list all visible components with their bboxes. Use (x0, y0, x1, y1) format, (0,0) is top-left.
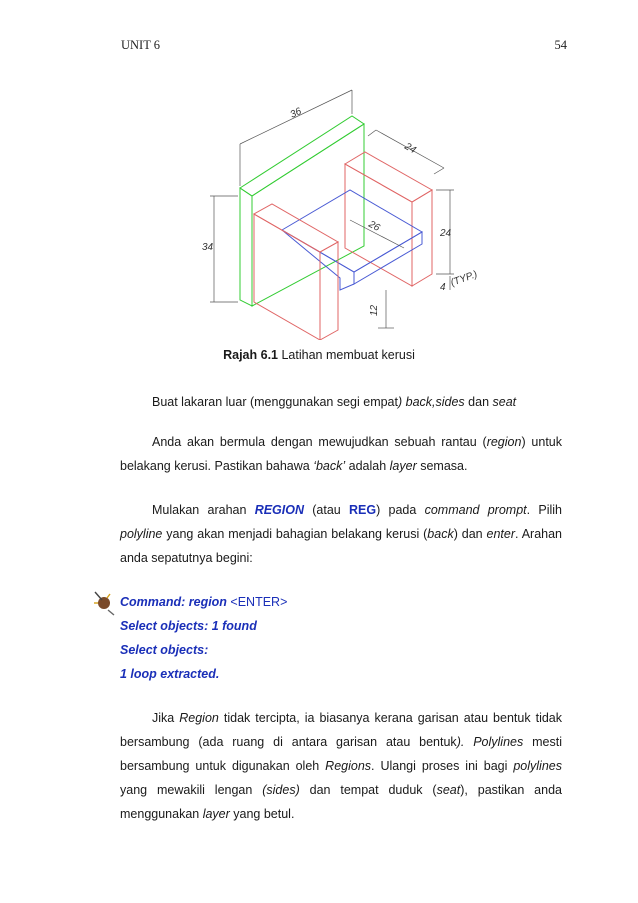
dim-24-depth: 24 (402, 141, 418, 157)
dim-24-height: 24 (440, 228, 452, 239)
dim-36: 36 (288, 106, 304, 121)
paragraph-1: Buat lakaran luar (menggunakan segi empat) back,sides dan seat (152, 395, 517, 409)
dim-units: (TYP.) (449, 269, 479, 289)
chair-diagram (200, 78, 480, 340)
dimension-lines (210, 90, 454, 328)
dim-12: 12 (369, 304, 380, 316)
left-arm (254, 204, 338, 340)
paragraph-3: Mulakan arahan REGION (atau REG) pada command prompt. Pilih polyline yang akan menjadi bahagian belakang kerusi (back) dan enter. Arahan anda sepatutnya begini: (120, 503, 562, 565)
seat (282, 190, 422, 290)
code-line-3: Select objects: (120, 643, 209, 657)
code-line-1: Command: region <ENTER> (120, 595, 288, 609)
caption-label: Rajah 6.1 (223, 348, 278, 362)
tool-icon (92, 588, 118, 618)
paragraph-2: Anda akan bermula dengan mewujudkan sebuah rantau (region) untuk belakang kerusi. Pastikan bahawa ‘back’ adalah layer semasa. (120, 435, 562, 473)
caption-text: Latihan membuat kerusi (278, 348, 415, 362)
dim-26: 26 (366, 218, 382, 234)
unit-label: UNIT 6 (121, 38, 161, 52)
dim-34: 34 (202, 242, 214, 253)
page-number: 54 (554, 38, 567, 52)
paragraph-4: Jika Region tidak tercipta, ia biasanya kerana garisan atau bentuk tidak bersambung (ada ruang di antara garisan atau bentuk). Polylines mesti bersambung untuk digunakan oleh Regions. Ulangi proses ini bagi polylines yang mewakili lengan (sides) dan tempat duduk (seat), pastikan anda menggunakan layer yang betul. (120, 711, 562, 821)
figure-caption (0, 348, 638, 362)
right-arm (345, 152, 432, 286)
dim-4: 4 (440, 282, 446, 293)
code-line-2: Select objects: 1 found (120, 619, 257, 633)
code-line-4: 1 loop extracted. (120, 667, 220, 681)
